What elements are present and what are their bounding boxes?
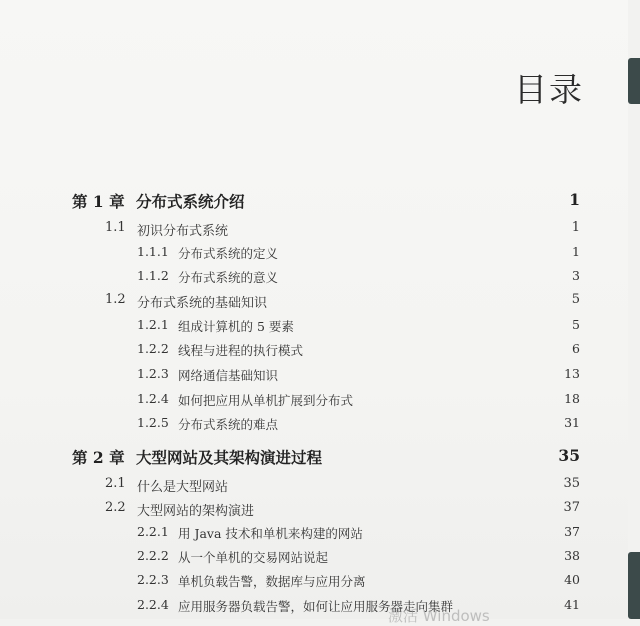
subsection-number: 1.2.5 [137, 415, 169, 430]
section-title: 什么是大型网站 [137, 480, 229, 495]
chapter-title: 分布式系统介绍 [136, 192, 245, 211]
subsection-title: 分布式系统的难点 [178, 417, 279, 432]
page-number: 5 [571, 292, 580, 307]
subsection-title: 如何把应用从单机扩展到分布式 [178, 393, 354, 408]
page-number: 1 [569, 190, 580, 209]
chapter-number: 第 1 章 [72, 192, 125, 211]
subsection-number: 2.2.1 [137, 524, 169, 539]
page-number: 1 [572, 244, 580, 259]
page-number: 31 [564, 415, 580, 430]
page-number: 3 [572, 268, 580, 283]
page-number: 41 [564, 597, 580, 612]
chapter-number: 第 2 章 [72, 448, 125, 467]
section-title: 分布式系统的基础知识 [137, 296, 268, 311]
page-number: 1 [571, 220, 580, 235]
section-number: 2.1 [105, 476, 126, 491]
subsection-number: 1.2.3 [137, 366, 169, 381]
subsection-title: 组成计算机的 5 要素 [178, 319, 294, 334]
section-number: 2.2 [105, 500, 126, 515]
page-number: 38 [564, 548, 580, 563]
book-binding-edge-bottom [628, 552, 640, 619]
subsection-title: 线程与进程的执行模式 [178, 343, 304, 358]
section-number: 1.2 [105, 292, 126, 307]
page-number: 37 [564, 524, 580, 539]
subsection-title: 网络通信基础知识 [178, 368, 279, 383]
section-number: 1.1 [105, 220, 126, 235]
activate-windows-watermark: 激活 Windows [388, 607, 490, 625]
subsection-number: 1.1.2 [137, 268, 169, 283]
section-title: 大型网站的架构演进 [137, 504, 255, 519]
subsection-number: 2.2.3 [137, 572, 169, 587]
subsection-number: 2.2.4 [137, 597, 169, 612]
chapter-title: 大型网站及其架构演进过程 [136, 448, 323, 467]
page-number: 40 [564, 572, 580, 587]
page-number: 6 [572, 341, 580, 356]
subsection-number: 2.2.2 [137, 548, 169, 563]
page-number: 13 [564, 366, 580, 381]
page-number: 18 [564, 391, 580, 406]
section-title: 初识分布式系统 [137, 224, 229, 239]
book-binding-edge-top [628, 58, 640, 104]
subsection-number: 1.2.4 [137, 391, 169, 406]
subsection-title: 单机负载告警，数据库与应用分离 [178, 574, 366, 589]
subsection-number: 1.1.1 [137, 244, 169, 259]
subsection-title: 分布式系统的定义 [178, 246, 279, 261]
subsection-title: 分布式系统的意义 [178, 270, 279, 285]
subsection-number: 1.2.2 [137, 341, 169, 356]
page-number: 37 [563, 500, 580, 515]
page-number: 5 [572, 317, 580, 332]
subsection-number: 1.2.1 [137, 317, 169, 332]
subsection-title: 应用服务器负载告警，如何让应用服务器走向集群 [178, 599, 454, 614]
page-title: 目录 [514, 70, 584, 109]
subsection-title: 从一个单机的交易网站说起 [178, 550, 329, 565]
page-number: 35 [563, 476, 580, 491]
page-number: 35 [558, 446, 580, 465]
subsection-title: 用 Java 技术和单机来构建的网站 [178, 526, 363, 541]
